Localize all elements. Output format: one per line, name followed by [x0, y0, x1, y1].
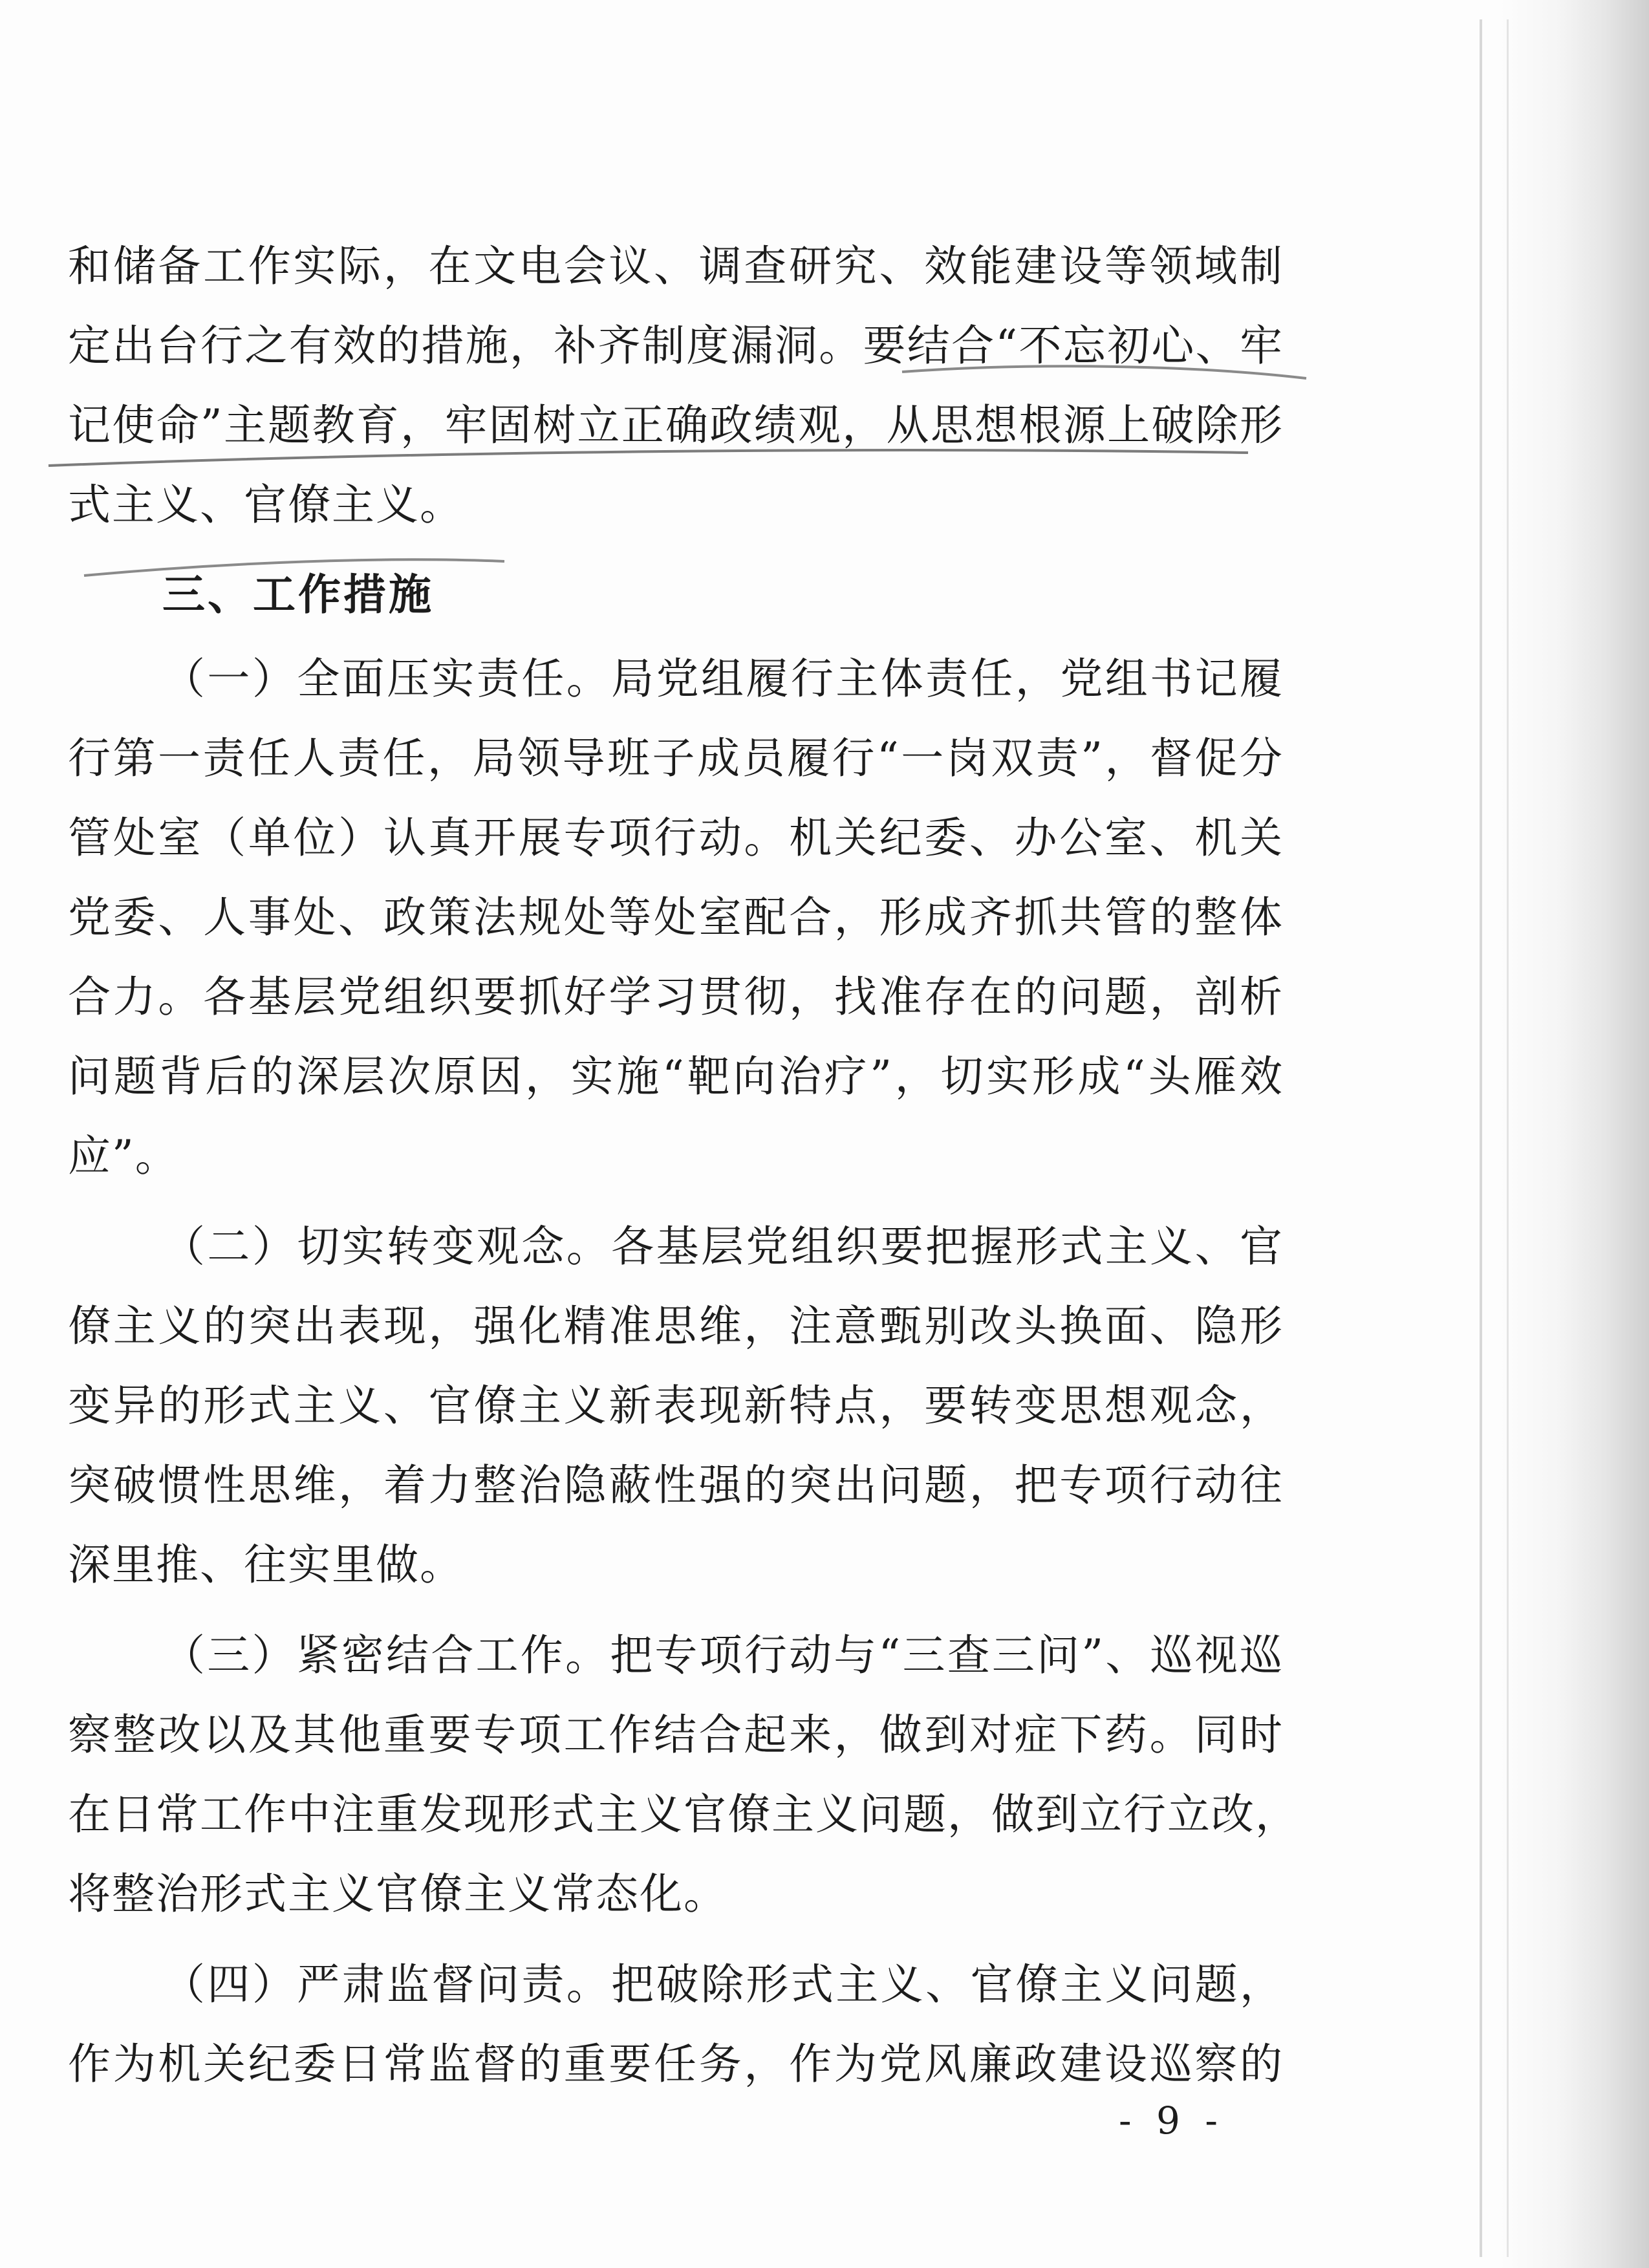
- paragraph-line: 突破惯性思维，着力整治隐蔽性强的突出问题，把专项行动往: [68, 1460, 1284, 1510]
- paragraph-line: 僚主义的突出表现，强化精准思维，注意甄别改头换面、隐形: [68, 1301, 1284, 1351]
- paragraph-line: 察整改以及其他重要专项工作结合起来，做到对症下药。同时: [68, 1710, 1284, 1760]
- paragraph-line: （三）紧密结合工作。把专项行动与“三查三问”、巡视巡: [162, 1630, 1284, 1680]
- paragraph-line: 作为机关纪委日常监督的重要任务，作为党风廉政建设巡察的: [68, 2039, 1284, 2089]
- paragraph-line: 党委、人事处、政策法规处等处室配合，形成齐抓共管的整体: [68, 892, 1284, 942]
- paragraph-line: 应”。: [68, 1131, 179, 1181]
- paragraph-line: 在日常工作中注重发现形式主义官僚主义问题，做到立行立改，: [68, 1789, 1299, 1839]
- page-edge-line-secondary: [1507, 19, 1509, 2257]
- text-line: 式主义、官僚主义。: [68, 480, 464, 530]
- page-number: - 9 -: [1119, 2099, 1224, 2143]
- paragraph-line: 合力。各基层党组织要抓好学习贯彻，找准存在的问题，剖析: [68, 972, 1284, 1022]
- text-line: 和储备工作实际，在文电会议、调查研究、效能建设等领域制: [68, 241, 1284, 291]
- paragraph-line: 将整治形式主义官僚主义常态化。: [68, 1869, 727, 1919]
- paragraph-line: （二）切实转变观念。各基层党组织要把握形式主义、官: [162, 1222, 1284, 1271]
- paragraph-line: 管处室（单位）认真开展专项行动。机关纪委、办公室、机关: [68, 813, 1284, 863]
- paragraph-line: 行第一责任人责任，局领导班子成员履行“一岗双责”，督促分: [68, 733, 1284, 783]
- paragraph-line: 变异的形式主义、官僚主义新表现新特点，要转变思想观念，: [68, 1381, 1284, 1431]
- paragraph-line: （一）全面压实责任。局党组履行主体责任，党组书记履: [162, 654, 1284, 704]
- text-line: 定出台行之有效的措施，补齐制度漏洞。要结合“不忘初心、牢: [68, 321, 1284, 371]
- paragraph-line: 问题背后的深层次原因，实施“靶向治疗”，切实形成“头雁效: [68, 1052, 1284, 1101]
- page-edge-line: [1480, 19, 1482, 2257]
- scan-edge-shadow: [1500, 0, 1649, 2268]
- paragraph-line: 深里推、往实里做。: [68, 1540, 464, 1590]
- section-heading: 三、工作措施: [162, 570, 434, 620]
- text-line: 记使命”主题教育，牢固树立正确政绩观，从思想根源上破除形: [68, 400, 1284, 450]
- paragraph-line: （四）严肃监督问责。把破除形式主义、官僚主义问题，: [162, 1960, 1284, 2009]
